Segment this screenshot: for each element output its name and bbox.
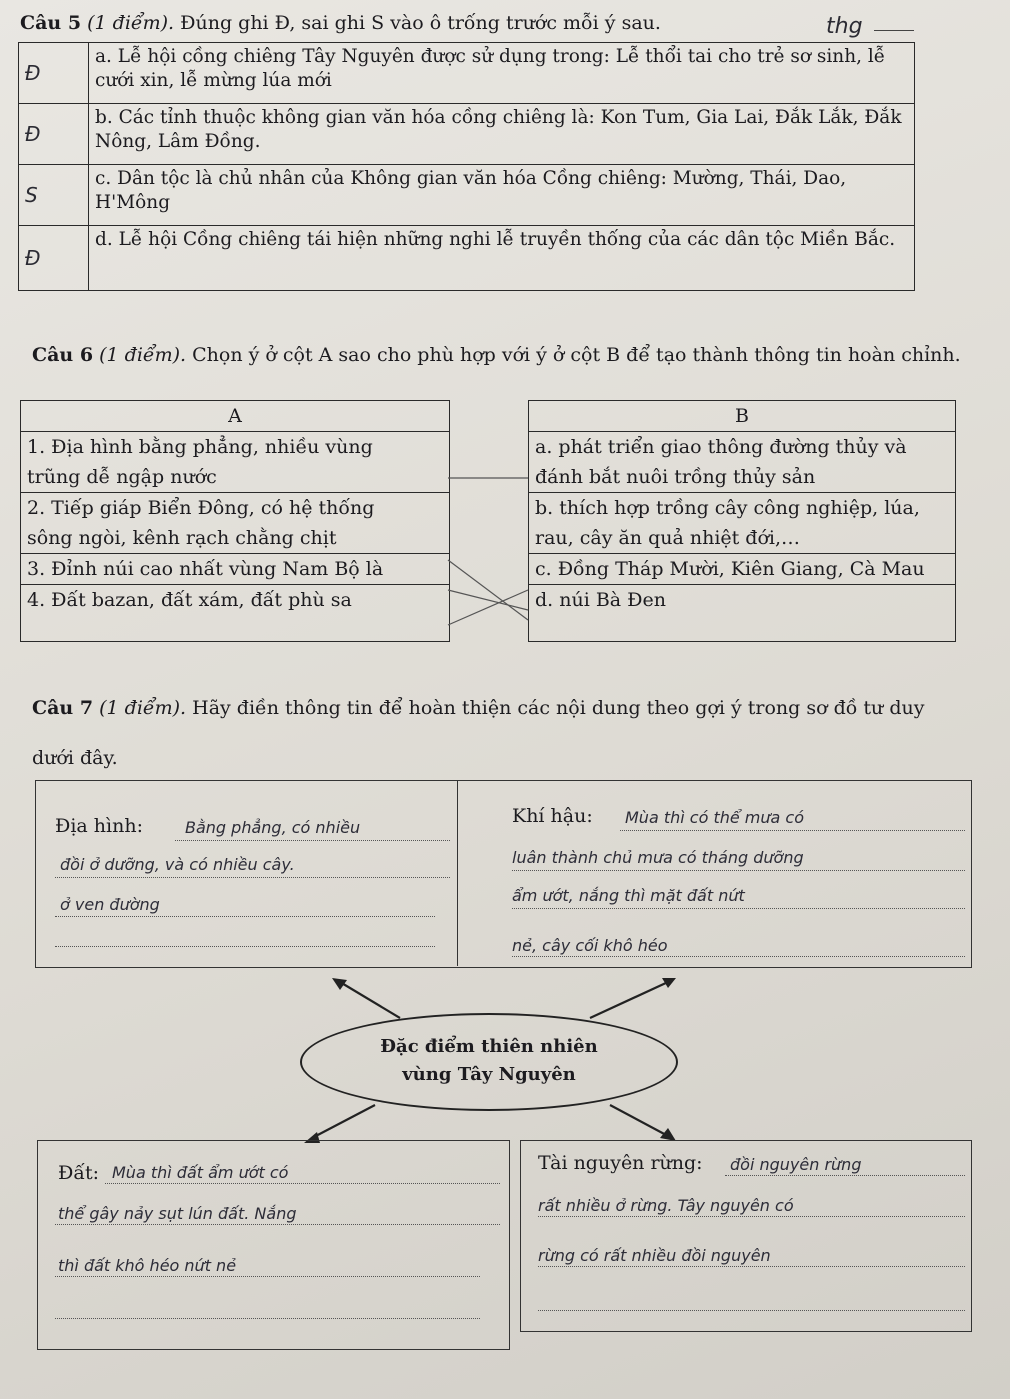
signature: thg bbox=[826, 14, 863, 39]
q6-points: (1 điểm). bbox=[99, 344, 187, 366]
forest-dotline-3 bbox=[538, 1266, 965, 1267]
climate-answer-line-4[interactable]: nẻ, cây cối khô héo bbox=[512, 936, 668, 955]
terrain-answer-line-3[interactable]: ở ven đường bbox=[60, 895, 160, 914]
q6-a-row-1b: trũng dễ ngập nước bbox=[21, 462, 449, 493]
climate-dotline-1 bbox=[620, 830, 965, 831]
terrain-dotline-4 bbox=[55, 946, 435, 947]
climate-dotline-2 bbox=[512, 870, 965, 871]
q6-b-row-a: a. phát triển giao thông đường thủy và bbox=[535, 436, 907, 458]
center-line-2: vùng Tây Nguyên bbox=[402, 1064, 576, 1085]
q5-answer-c[interactable]: S bbox=[19, 165, 89, 226]
q6-b-row-d: d. núi Bà Đen bbox=[535, 589, 666, 611]
forest-answer-line-1[interactable]: đồi nguyên rừng bbox=[730, 1155, 862, 1174]
q6-b-row-b: b. thích hợp trồng cây công nghiệp, lúa, bbox=[535, 497, 920, 519]
q6-a-row-4: 4. Đất bazan, đất xám, đất phù sa bbox=[27, 589, 352, 611]
forest-dotline-1 bbox=[725, 1175, 965, 1176]
q6-instruction: Chọn ý ở cột A sao cho phù hợp với ý ở cột B để tạo thành thông tin hoàn chỉnh. bbox=[192, 344, 961, 366]
climate-answer-line-1[interactable]: Mùa thì có thể mưa có bbox=[625, 808, 804, 827]
q6-b-row-bb: rau, cây ăn quả nhiệt đới,… bbox=[529, 523, 955, 554]
climate-label: Khí hậu: bbox=[512, 805, 593, 827]
q5-label: Câu 5 bbox=[20, 12, 82, 34]
forest-label: Tài nguyên rừng: bbox=[538, 1152, 703, 1174]
terrain-answer-line-2[interactable]: đồi ở dưỡng, và có nhiều cây. bbox=[60, 855, 295, 874]
soil-answer-line-1[interactable]: Mùa thì đất ẩm ướt có bbox=[112, 1163, 289, 1182]
soil-dotline-2 bbox=[55, 1224, 500, 1225]
q6-b-row-ab: đánh bắt nuôi trồng thủy sản bbox=[529, 462, 955, 493]
q6-column-a-header: A bbox=[21, 401, 449, 432]
soil-dotline-1 bbox=[105, 1183, 500, 1184]
q6-a-row-1: 1. Địa hình bằng phẳng, nhiều vùng bbox=[27, 436, 373, 458]
forest-answer-line-2[interactable]: rất nhiều ở rừng. Tây nguyên có bbox=[538, 1196, 794, 1215]
q5-answer-b[interactable]: Đ bbox=[19, 104, 89, 165]
q6-a-row-2: 2. Tiếp giáp Biển Đông, có hệ thống bbox=[27, 497, 375, 519]
arrow-soil bbox=[312, 1105, 375, 1138]
q5-statement-b: b. Các tỉnh thuộc không gian văn hóa cồng chiêng là: Kon Tum, Gia Lai, Đắk Lắk, Đắk Nông, Lâm Đồng. bbox=[89, 104, 915, 165]
terrain-dotline-3 bbox=[55, 916, 435, 917]
mindmap-top-divider bbox=[457, 780, 458, 966]
terrain-label: Địa hình: bbox=[55, 815, 143, 837]
q5-answer-d[interactable]: Đ bbox=[19, 226, 89, 291]
q7-label: Câu 7 bbox=[32, 697, 94, 719]
q6-a-row-2b: sông ngòi, kênh rạch chằng chịt bbox=[21, 523, 449, 554]
q5-statement-d: d. Lễ hội Cồng chiêng tái hiện những nghi lễ truyền thống của các dân tộc Miền Bắc. bbox=[89, 226, 915, 291]
forest-dotline-2 bbox=[538, 1216, 965, 1217]
q7-heading bbox=[32, 683, 972, 783]
q5-points: (1 điểm). bbox=[87, 12, 175, 34]
terrain-answer-line-1[interactable]: Bằng phẳng, có nhiều bbox=[185, 818, 361, 837]
q7-instruction: Hãy điền thông tin để hoàn thiện các nội dung theo gợi ý trong sơ đồ tư duy dưới đây. bbox=[32, 697, 925, 769]
forest-dotline-4 bbox=[538, 1310, 965, 1311]
soil-answer-line-2[interactable]: thể gây nảy sụt lún đất. Nắng bbox=[58, 1204, 297, 1223]
q6-label: Câu 6 bbox=[32, 344, 94, 366]
q5-instruction: Đúng ghi Đ, sai ghi S vào ô trống trước mỗi ý sau. bbox=[180, 12, 661, 34]
climate-dotline-3 bbox=[512, 908, 965, 909]
q5-statement-a: a. Lễ hội cồng chiêng Tây Nguyên được sử dụng trong: Lễ thổi tai cho trẻ sơ sinh, lễ cưới xin, lễ mừng lúa mới bbox=[89, 43, 915, 104]
q5-statement-c: c. Dân tộc là chủ nhân của Không gian văn hóa Cồng chiêng: Mường, Thái, Dao, H'Mông bbox=[89, 165, 915, 226]
mindmap-center-node bbox=[300, 1013, 678, 1111]
climate-dotline-4 bbox=[512, 956, 965, 957]
climate-answer-line-2[interactable]: luân thành chủ mưa có tháng dưỡng bbox=[512, 848, 804, 867]
q6-a-row-3: 3. Đỉnh núi cao nhất vùng Nam Bộ là bbox=[21, 554, 449, 585]
arrow-terrain bbox=[340, 982, 400, 1018]
terrain-dotline-1 bbox=[175, 840, 450, 841]
soil-label: Đất: bbox=[58, 1162, 100, 1184]
soil-dotline-3 bbox=[55, 1276, 480, 1277]
q6-column-b-header: B bbox=[529, 401, 955, 432]
q6-b-row-c: c. Đồng Tháp Mười, Kiên Giang, Cà Mau bbox=[529, 554, 955, 585]
terrain-dotline-2 bbox=[55, 877, 450, 878]
climate-answer-line-3[interactable]: ẩm ướt, nắng thì mặt đất nứt bbox=[512, 886, 745, 905]
q5-answer-a[interactable]: Đ bbox=[19, 43, 89, 104]
forest-answer-line-3[interactable]: rừng có rất nhiều đồi nguyên bbox=[538, 1246, 771, 1265]
arrow-forest bbox=[610, 1105, 668, 1136]
center-line-1: Đặc điểm thiên nhiên bbox=[380, 1036, 598, 1057]
arrow-climate bbox=[590, 982, 668, 1018]
match-line-2-c bbox=[448, 560, 528, 620]
soil-dotline-4 bbox=[55, 1318, 480, 1319]
soil-answer-line-3[interactable]: thì đất khô héo nứt nẻ bbox=[58, 1256, 237, 1275]
q7-points: (1 điểm). bbox=[99, 697, 187, 719]
